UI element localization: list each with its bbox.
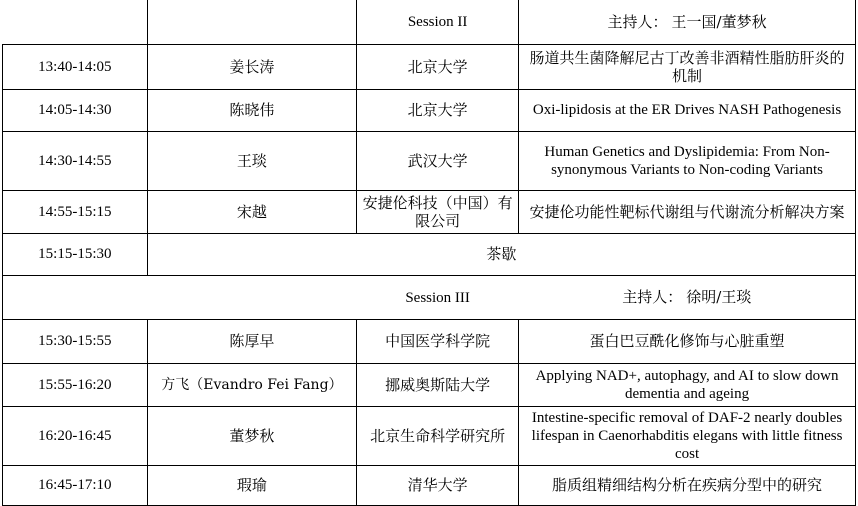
talk-institution: 北京生命科学研究所 — [357, 406, 519, 465]
break-row — [3, 233, 856, 275]
talk-topic: Applying NAD+, autophagy, and AI to slow down dementia and ageing — [519, 363, 856, 406]
talk-speaker: 方飞（Evandro Fei Fang） — [147, 363, 356, 406]
talk-time: 15:55-16:20 — [3, 363, 148, 406]
session-hosts: 主持人： 王一国/董梦秋 — [519, 0, 856, 44]
table-row — [3, 131, 856, 190]
talk-topic: Human Genetics and Dyslipidemia: From Non-synonymous Variants to Non-coding Variants — [519, 131, 856, 190]
talk-topic: 安捷伦功能性靶标代谢组与代谢流分析解决方案 — [519, 190, 856, 233]
talk-institution: 武汉大学 — [357, 131, 519, 190]
session-header-row — [3, 0, 856, 44]
talk-institution: 北京大学 — [357, 89, 519, 131]
break-time: 15:15-15:30 — [3, 233, 148, 275]
talk-speaker: 王琰 — [147, 131, 356, 190]
session-header-row — [3, 275, 856, 319]
talk-speaker: 董梦秋 — [147, 406, 356, 465]
talk-speaker: 姜长涛 — [147, 44, 356, 89]
session-header-blank — [3, 275, 148, 319]
session-title: Session III — [357, 275, 519, 319]
talk-topic: 蛋白巴豆酰化修饰与心脏重塑 — [519, 319, 856, 363]
talk-institution: 中国医学科学院 — [357, 319, 519, 363]
talk-speaker: 陈晓伟 — [147, 89, 356, 131]
table-row — [3, 406, 856, 465]
schedule-table — [2, 0, 856, 506]
talk-institution: 挪威奥斯陆大学 — [357, 363, 519, 406]
talk-institution: 清华大学 — [357, 465, 519, 505]
table-row — [3, 89, 856, 131]
session-header-blank — [3, 0, 148, 44]
talk-time: 13:40-14:05 — [3, 44, 148, 89]
break-label: 茶歇 — [147, 233, 855, 275]
table-row — [3, 363, 856, 406]
talk-time: 16:20-16:45 — [3, 406, 148, 465]
talk-speaker: 宋越 — [147, 190, 356, 233]
session-title: Session II — [357, 0, 519, 44]
talk-topic: Oxi-lipidosis at the ER Drives NASH Pathogenesis — [519, 89, 856, 131]
talk-institution: 北京大学 — [357, 44, 519, 89]
talk-institution: 安捷伦科技（中国）有限公司 — [357, 190, 519, 233]
talk-speaker: 瑕瑜 — [147, 465, 356, 505]
session-header-blank — [147, 275, 356, 319]
talk-speaker: 陈厚早 — [147, 319, 356, 363]
table-row — [3, 465, 856, 505]
talk-time: 15:30-15:55 — [3, 319, 148, 363]
talk-time: 14:05-14:30 — [3, 89, 148, 131]
table-row — [3, 190, 856, 233]
talk-time: 14:30-14:55 — [3, 131, 148, 190]
talk-time: 14:55-15:15 — [3, 190, 148, 233]
talk-topic: 脂质组精细结构分析在疾病分型中的研究 — [519, 465, 856, 505]
session-hosts: 主持人： 徐明/王琰 — [519, 275, 856, 319]
talk-time: 16:45-17:10 — [3, 465, 148, 505]
talk-topic: 肠道共生菌降解尼古丁改善非酒精性脂肪肝炎的机制 — [519, 44, 856, 89]
talk-topic: Intestine-specific removal of DAF-2 nearly doubles lifespan in Caenorhabditis elegans with little fitness cost — [519, 406, 856, 465]
table-row — [3, 44, 856, 89]
table-row — [3, 319, 856, 363]
session-header-blank — [147, 0, 356, 44]
